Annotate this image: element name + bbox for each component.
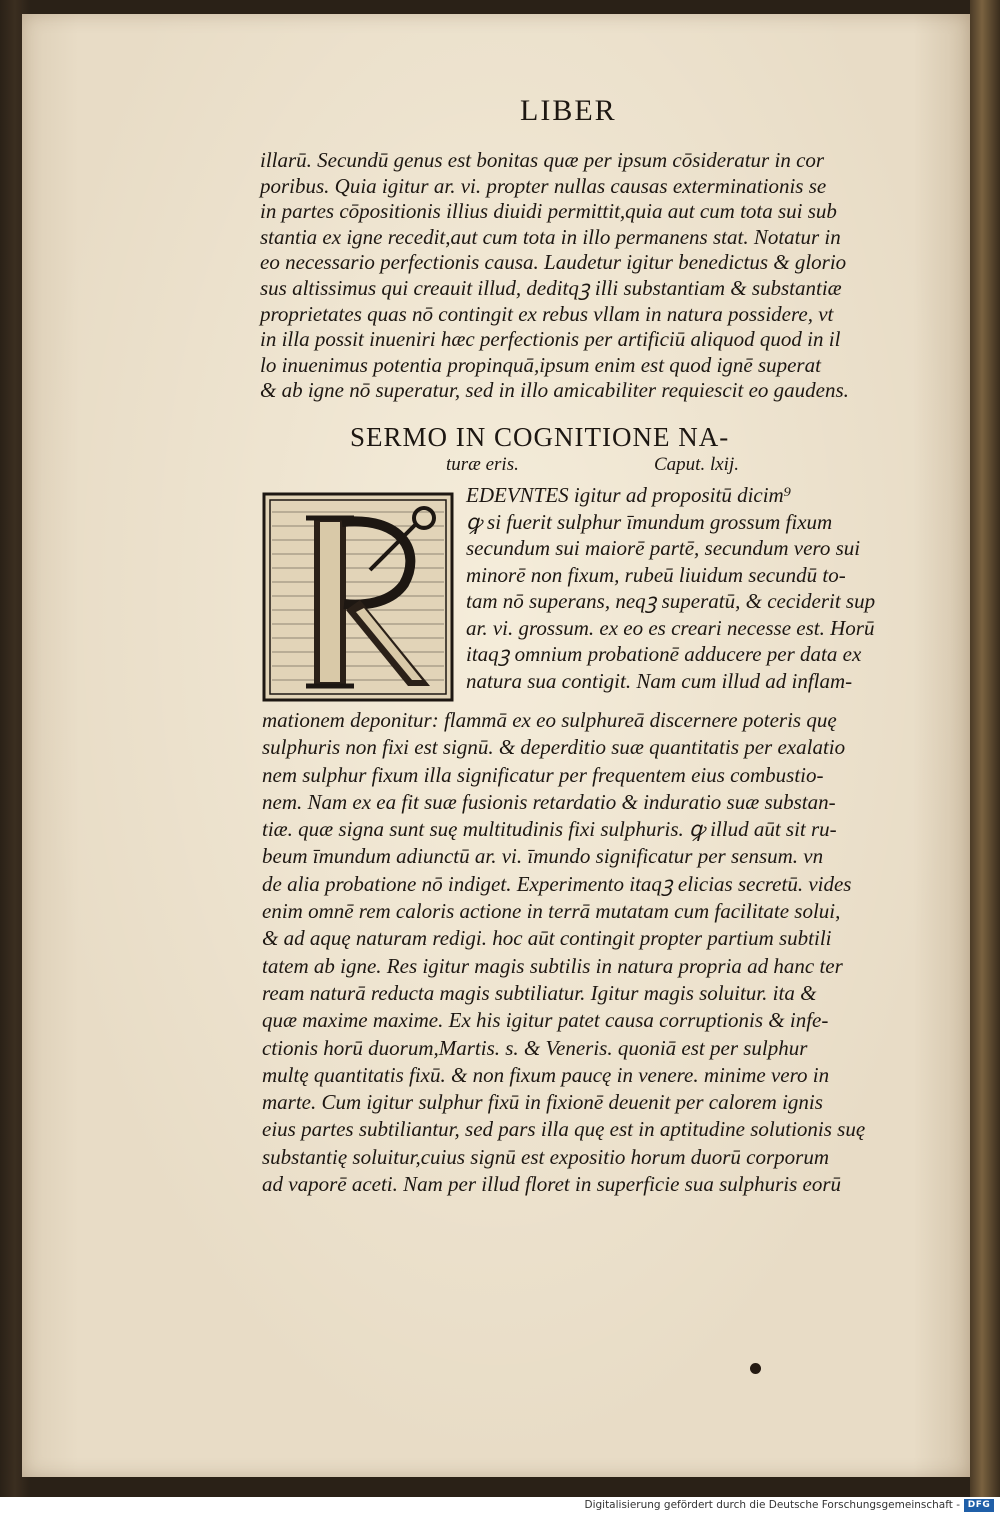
text-line: stantia ex igne recedit,aut cum tota in illo permanens stat. Notatur in	[260, 224, 841, 249]
text-line: natura sua contigit. Nam cum illud ad inflam-	[466, 668, 853, 693]
funding-credit: Digitalisierung gefördert durch die Deutsche Forschungsgemeinschaft -	[584, 1499, 960, 1511]
text-line: poribus. Quia igitur ar. vi. propter nullas causas exterminationis se	[260, 173, 827, 198]
chapter-subheading-left: turæ eris.	[446, 454, 519, 475]
text-line: multę quantitatis fixū. & non fixum paucę in venere. minime vero in	[262, 1062, 830, 1087]
text-line: marte. Cum igitur sulphur fixū in fixionē deuenit per calorem ignis	[262, 1090, 823, 1115]
body-text-block	[260, 148, 932, 404]
text-line: eo necessario perfectionis causa. Laudetur igitur benedictus & glorio	[260, 250, 847, 275]
text-line: minorē non fixum, rubeū liuidum secundū to-	[466, 562, 846, 587]
ink-spot	[750, 1363, 761, 1374]
text-line: ar. vi. grossum. ex eo es creari necesse est. Horū	[466, 615, 875, 640]
text-line: secundum sui maiorē partē, secundum vero sui	[466, 536, 861, 560]
running-head: LIBER	[520, 94, 617, 127]
text-line: mationem deponitur: flammā ex eo sulphureā discernere poteris quę	[262, 708, 837, 732]
text-line: ad vaporē aceti. Nam per illud floret in superficie sua sulphuris eorū	[262, 1172, 842, 1197]
chapter-heading: SERMO IN COGNITIONE NA-	[350, 422, 730, 452]
text-line: nem. Nam ex ea fit suæ fusionis retardatio & induratio suæ substan-	[262, 789, 836, 814]
text-line: ꝙ si fuerit sulphur īmundum grossum fixum	[466, 509, 833, 534]
chapter-number: Caput. lxij.	[654, 454, 739, 475]
drop-cap-initial	[262, 492, 454, 702]
chapter-opening-text	[466, 482, 936, 694]
text-line: substantię soluitur,cuius signū est expositio horum duorū corporum	[262, 1144, 830, 1169]
text-line: & ad aquę naturam redigi. hoc aūt contingit propter partium subtili	[262, 926, 832, 951]
dfg-logo-icon[interactable]: DFG	[964, 1499, 994, 1512]
text-line: illarū. Secundū genus est bonitas quæ per ipsum cōsideratur in cor	[260, 148, 825, 172]
text-line: tiæ. quæ signa sunt suę multitudinis fixi sulphuris. ꝙ illud aūt sit ru-	[262, 817, 837, 842]
text-line: nem sulphur fixum illa significatur per frequentem eius combustio-	[262, 762, 824, 787]
text-line: proprietates quas nō contingit ex rebus vllam in natura possidere, vt	[260, 301, 834, 326]
text-line: quæ maxime maxime. Ex his igitur patet causa corruptionis & infe-	[262, 1008, 829, 1033]
text-line: sus altissimus qui creauit illud, deditqꝫ illi substantiam & substantiæ	[260, 275, 842, 300]
text-line: lo inuenimus potentia propinquā,ipsum enim est quod ignē superat	[260, 352, 821, 377]
text-line: in illa possit inueniri hæc perfectionis per artificiū aliquod quod in il	[260, 327, 841, 352]
text-line: enim omnē rem caloris actione in terrā mutatam cum facilitate solui,	[262, 899, 841, 924]
text-line: itaqꝫ omnium probationē adducere per data ex	[466, 642, 862, 666]
text-line: & ab igne nō superatur, sed in illo amicabiliter requiescit eo gaudens.	[260, 378, 849, 403]
text-line: ctionis horū duorum,Martis. s. & Veneris. quoniā est per sulphur	[262, 1035, 808, 1060]
text-line: de alia probatione nō indiget. Experimento itaqꝫ elicias secretū. vides	[262, 871, 852, 896]
text-line: in partes cōpositionis illius diuidi permittit,quia aut cum tota sui sub	[260, 199, 837, 224]
text-line: sulphuris non fixi est signū. & deperditio suæ quantitatis per exalatio	[262, 735, 846, 760]
drop-cap-r-woodcut	[262, 492, 454, 702]
book-edge	[970, 0, 1000, 1497]
text-line: ream naturā reducta magis subtiliatur. Igitur magis soluitur. ita &	[262, 980, 817, 1005]
text-line: eius partes subtiliantur, sed pars illa quę est in aptitudine solutionis suę	[262, 1117, 866, 1142]
text-line: EDEVNTES igitur ad propositū dicim⁹	[466, 483, 792, 507]
chapter-body-text	[262, 707, 934, 1198]
text-line: beum īmundum adiunctū ar. vi. īmundo significatur per sensum. vn	[262, 844, 824, 869]
text-line: tam nō superans, neqꝫ superatū, & ceciderit sup	[466, 589, 876, 613]
text-line: tatem ab igne. Res igitur magis subtilis in natura propria ad hanc ter	[262, 953, 843, 978]
